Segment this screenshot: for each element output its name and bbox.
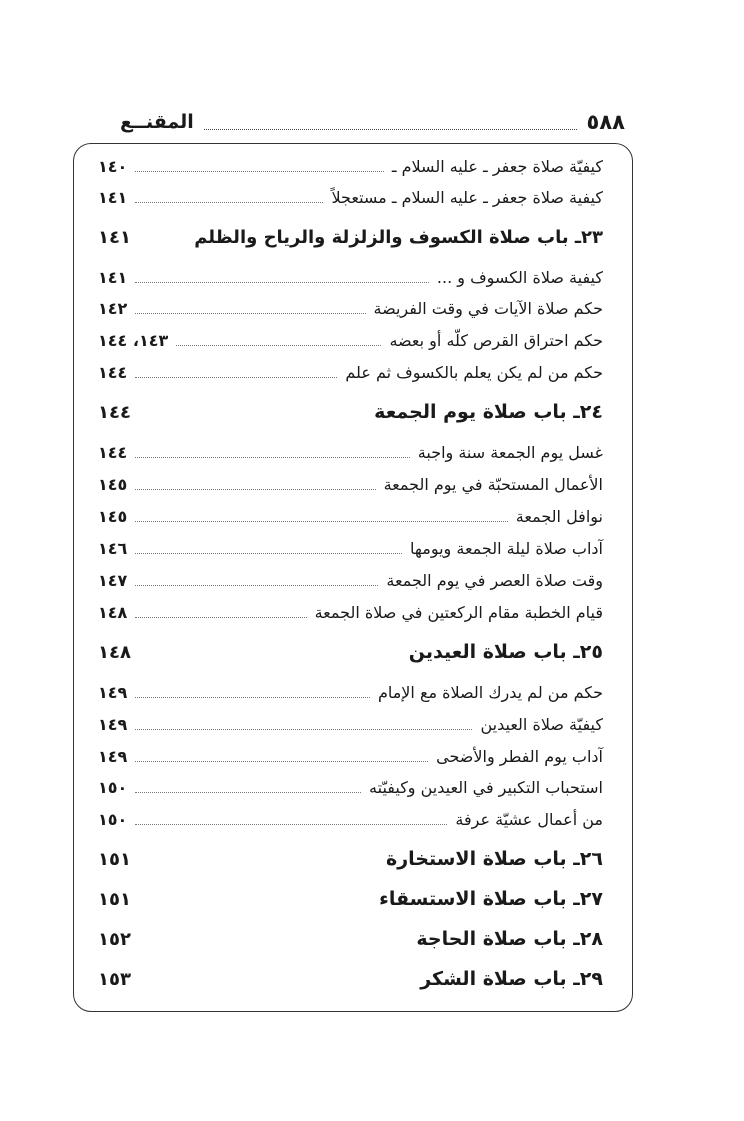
dot-leader [135, 543, 402, 554]
entry-title: كيفيّة صلاة جعفر ـ عليه السلام ـ [391, 156, 603, 176]
entry-title: حكم احتراق القرص كلّه أو بعضه [389, 330, 603, 350]
book-title: المقنــع [120, 111, 194, 133]
toc-chapter-row[interactable] [98, 924, 603, 954]
chapter-title: ٢٩ـ باب صلاة الشكر [420, 968, 603, 990]
toc-entry-row[interactable] [98, 262, 603, 292]
page-reference: ١٥٣ [98, 968, 131, 990]
page-reference: ١٤٩ [98, 682, 128, 702]
toc-entry-row[interactable] [98, 565, 603, 595]
toc-entry-row[interactable] [98, 151, 603, 181]
dot-leader [135, 479, 375, 490]
page-reference: ١٥٢ [98, 928, 131, 950]
page-reference: ١٤٦ [98, 538, 128, 558]
toc-entry-row[interactable] [98, 597, 603, 627]
entry-title: حكم من لم يدرك الصلاة مع الإمام [377, 682, 603, 702]
dot-leader [135, 367, 337, 378]
toc-entry-row[interactable] [98, 804, 603, 834]
page-reference: ١٤٣، ١٤٤ [98, 330, 169, 350]
chapter-title: ٢٤ـ باب صلاة يوم الجمعة [374, 401, 603, 423]
toc-entry-row[interactable] [98, 325, 603, 355]
toc-entry-row[interactable] [98, 437, 603, 467]
header-dotted-rule [204, 115, 577, 130]
entry-title: آداب صلاة ليلة الجمعة ويومها [410, 538, 603, 558]
chapter-title: ٢٧ـ باب صلاة الاستسقاء [379, 888, 603, 910]
entry-title: من أعمال عشيّة عرفة [455, 809, 603, 829]
entry-title: قيام الخطبة مقام الركعتين في صلاة الجمعة [314, 602, 603, 622]
entry-title: استحباب التكبير في العيدين وكيفيّته [369, 777, 603, 797]
page-reference: ١٥١ [98, 848, 131, 870]
entry-title: آداب يوم الفطر والأضحى [436, 746, 603, 766]
page-reference: ١٤١ [98, 187, 128, 207]
page-reference: ١٥١ [98, 888, 131, 910]
toc-chapter-row[interactable] [98, 397, 603, 427]
page-number: ٥٨٨ [586, 110, 625, 134]
dot-leader [176, 335, 381, 346]
entry-title: وقت صلاة العصر في يوم الجمعة [386, 570, 603, 590]
page-reference: ١٤٩ [98, 746, 128, 766]
toc-entry-row[interactable] [98, 182, 603, 212]
page-reference: ١٤١ [98, 267, 128, 287]
page-reference: ١٤٤ [98, 442, 128, 462]
toc-entry-row[interactable] [98, 533, 603, 563]
dot-leader [135, 687, 370, 698]
dot-leader [135, 272, 429, 283]
dot-leader [135, 719, 472, 730]
toc-entry-row[interactable] [98, 469, 603, 499]
entry-title: حكم صلاة الآيات في وقت الفريضة [373, 298, 603, 318]
toc-entry-row[interactable] [98, 709, 603, 739]
page-reference: ١٥٠ [98, 777, 128, 797]
chapter-title: ٢٨ـ باب صلاة الحاجة [416, 928, 603, 950]
dot-leader [135, 192, 323, 203]
dot-leader [135, 303, 365, 314]
entry-title: نوافل الجمعة [515, 506, 603, 526]
page-reference: ١٤٤ [98, 362, 128, 382]
toc-entry-row[interactable] [98, 501, 603, 531]
dot-leader [135, 447, 410, 458]
toc-entry-row[interactable] [98, 357, 603, 387]
entry-title: كيفيّة صلاة العيدين [480, 714, 603, 734]
toc-entry-row[interactable] [98, 741, 603, 771]
page-reference: ١٤٨ [98, 602, 128, 622]
toc-entry-row[interactable] [98, 772, 603, 802]
entry-title: غسل يوم الجمعة سنة واجبة [417, 442, 603, 462]
toc-chapter-row[interactable] [98, 637, 603, 667]
toc-chapter-row[interactable] [98, 964, 603, 994]
dot-leader [135, 782, 361, 793]
toc-chapter-row[interactable] [98, 222, 603, 252]
chapter-title: ٢٥ـ باب صلاة العيدين [408, 641, 603, 663]
page-reference: ١٤٥ [98, 474, 128, 494]
page-reference: ١٤٤ [98, 401, 131, 423]
running-header [120, 107, 625, 137]
page-reference: ١٤٨ [98, 641, 131, 663]
chapter-title: ٢٣ـ باب صلاة الكسوف والزلزلة والرياح والظلم [194, 226, 603, 248]
page-reference: ١٤٩ [98, 714, 128, 734]
dot-leader [135, 751, 428, 762]
dot-leader [135, 814, 447, 825]
page-reference: ١٤٥ [98, 506, 128, 526]
page-reference: ١٤٢ [98, 298, 128, 318]
dot-leader [135, 607, 306, 618]
chapter-title: ٢٦ـ باب صلاة الاستخارة [386, 848, 603, 870]
dot-leader [135, 511, 507, 522]
entry-title: كيفية صلاة الكسوف و ... [436, 267, 603, 287]
toc-chapter-row[interactable] [98, 884, 603, 914]
entry-title: الأعمال المستحبّة في يوم الجمعة [383, 474, 603, 494]
entry-title: حكم من لم يكن يعلم بالكسوف ثم علم [345, 362, 603, 382]
toc-entry-row[interactable] [98, 293, 603, 323]
entry-title: كيفية صلاة جعفر ـ عليه السلام ـ مستعجلاً [331, 187, 603, 207]
page-reference: ١٤١ [98, 226, 131, 248]
page-reference: ١٤٧ [98, 570, 128, 590]
page-reference: ١٤٠ [98, 156, 128, 176]
dot-leader [135, 575, 378, 586]
dot-leader [135, 161, 384, 172]
toc-chapter-row[interactable] [98, 844, 603, 874]
page-reference: ١٥٠ [98, 809, 128, 829]
toc-entry-row[interactable] [98, 677, 603, 707]
